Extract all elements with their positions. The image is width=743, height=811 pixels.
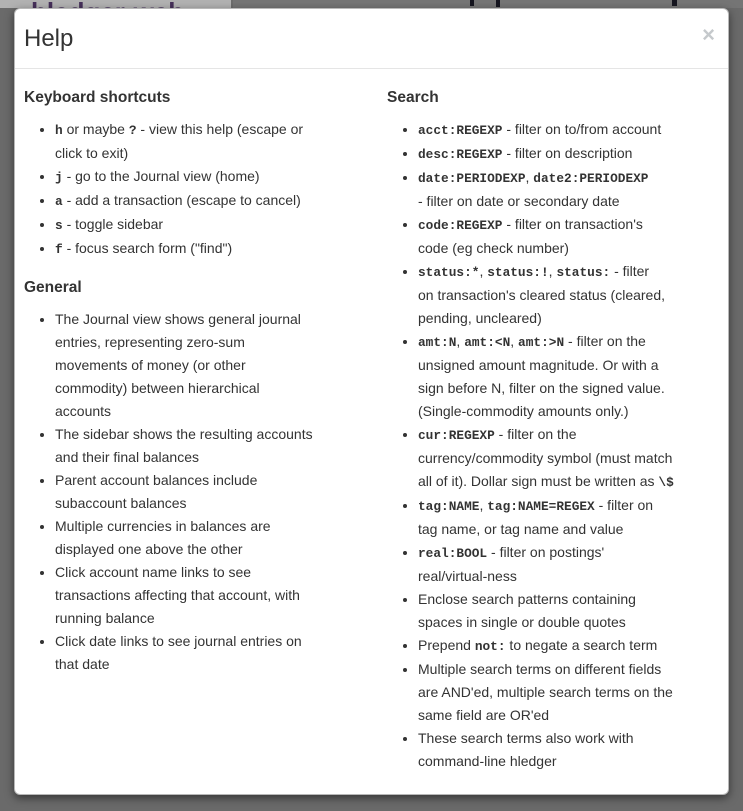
help-list-item [55,423,368,469]
help-list-search [387,118,720,773]
text-segment: to negate a search term [505,637,658,653]
text-segment: Click date links to see journal entries on [55,633,302,649]
background-heading-fragment [496,0,500,7]
text-segment: - filter [610,263,650,279]
help-list-item [55,237,368,261]
text-segment: same field are OR'ed [418,707,550,723]
text-segment: click to exit) [55,145,129,161]
text-segment: , [510,333,519,349]
help-list-item [418,166,720,213]
help-column-right [372,89,720,783]
code-term: tag:NAME=REGEX [487,499,595,514]
backdrop-top-strip [0,0,743,8]
text-segment: all of it). Dollar sign must be written as [418,473,659,489]
code-term: acct:REGEXP [418,123,503,138]
text-segment: , [456,333,465,349]
text-segment: The Journal view shows general journal [55,311,301,327]
text-segment: currency/commodity symbol (must match [418,450,673,466]
text-segment: - add a transaction (escape to cancel) [62,192,301,208]
text-segment: , [548,263,557,279]
close-icon[interactable]: × [702,22,715,47]
text-segment: unsigned amount magnitude. Or with a [418,357,659,373]
text-segment: - filter on [594,497,654,513]
help-list-item [55,469,368,515]
help-list-item [418,423,720,494]
text-segment: - filter on the [564,333,646,349]
text-segment: or maybe [62,121,129,137]
code-term: j [55,170,63,185]
help-modal-body [15,69,728,803]
modal-title: Help [24,25,74,52]
code-term: amt:<N [464,335,511,350]
help-list-keyboard-shortcuts [24,118,368,261]
text-segment: spaces in single or double quotes [418,614,626,630]
help-list-general [24,308,368,676]
text-segment: , [525,169,534,185]
code-term: amt:N [418,335,457,350]
code-term: f [55,242,63,257]
code-term: code:REGEXP [418,218,503,233]
text-segment: commodity) between hierarchical [55,380,260,396]
section-heading-search: Search [387,89,439,106]
code-term: desc:REGEXP [418,147,503,162]
background-heading-fragment [470,0,474,6]
help-list-item [55,165,368,189]
code-term: real:BOOL [418,546,488,561]
text-segment: - filter on transaction's [502,216,643,232]
text-segment: , [479,263,488,279]
code-term: h [55,123,63,138]
help-list-item [55,561,368,630]
code-term: amt:>N [518,335,565,350]
help-list-item [418,494,720,541]
help-list-item [418,260,720,330]
text-segment: running balance [55,610,155,626]
code-term: not: [474,639,506,654]
help-list-item [55,630,368,676]
text-segment: movements of money (or other [55,357,246,373]
text-segment: pending, uncleared) [418,310,542,326]
help-list-item [55,308,368,423]
code-term: ? [128,123,137,138]
text-segment: (Single-commodity amounts only.) [418,403,629,419]
code-term: s [55,218,63,233]
code-term: date:PERIODEXP [418,171,526,186]
backdrop-main-area [233,0,743,8]
code-term: status:! [487,265,549,280]
text-segment: sign before N, filter on the signed value. [418,380,665,396]
text-segment: - focus search form ("find") [62,240,233,256]
code-term: a [55,194,63,209]
text-segment: that date [55,656,110,672]
text-segment: - view this help (escape or [136,121,304,137]
text-segment: Parent account balances include [55,472,258,488]
backdrop-sidebar-area [0,0,231,8]
text-segment: Multiple search terms on different fields [418,661,662,677]
text-segment: tag name, or tag name and value [418,521,624,537]
text-segment: and their final balances [55,449,199,465]
text-segment: - filter on date or secondary date [418,193,620,209]
text-segment: - filter on description [502,145,633,161]
text-segment: Prepend [418,637,475,653]
help-list-item [418,213,720,260]
help-list-item [418,330,720,423]
code-term: cur:REGEXP [418,428,495,443]
code-term: status: [556,265,611,280]
help-list-item [418,727,720,773]
section-heading-keyboard-shortcuts: Keyboard shortcuts [24,89,171,106]
help-list-item [418,588,720,634]
help-list-item [55,189,368,213]
text-segment: transactions affecting that account, with [55,587,300,603]
code-term: status:* [418,265,480,280]
text-segment: - filter on to/from account [502,121,662,137]
text-segment: are AND'ed, multiple search terms on the [418,684,673,700]
text-segment: , [479,497,488,513]
help-list-item [418,118,720,142]
help-list-item [418,658,720,727]
help-column-left [24,89,372,783]
text-segment: - toggle sidebar [62,216,164,232]
text-segment: displayed one above the other [55,541,243,557]
text-segment: on transaction's cleared status (cleared, [418,287,666,303]
text-segment: - filter on postings' [487,544,605,560]
help-list-item [55,118,368,165]
text-segment: - filter on the [494,426,577,442]
section-heading-general: General [24,279,82,296]
help-modal [14,8,729,795]
text-segment: Click account name links to see [55,564,252,580]
help-list-item [418,541,720,588]
code-term: tag:NAME [418,499,480,514]
text-segment: - go to the Journal view (home) [62,168,260,184]
text-segment: The sidebar shows the resulting accounts [55,426,313,442]
code-term: date2:PERIODEXP [533,171,649,186]
help-list-item [418,142,720,166]
text-segment: accounts [55,403,112,419]
background-heading-fragment [672,0,677,6]
text-segment: These search terms also work with [418,730,634,746]
text-segment: Multiple currencies in balances are [55,518,271,534]
help-modal-header [15,9,728,69]
text-segment: real/virtual-ness [418,568,517,584]
text-segment: command-line hledger [418,753,557,769]
code-term: \$ [658,475,674,490]
text-segment: subaccount balances [55,495,187,511]
help-list-item [55,213,368,237]
text-segment: code (eg check number) [418,240,569,256]
help-list-item [418,634,720,658]
help-list-item [55,515,368,561]
text-segment: entries, representing zero-sum [55,334,245,350]
text-segment: Enclose search patterns containing [418,591,636,607]
